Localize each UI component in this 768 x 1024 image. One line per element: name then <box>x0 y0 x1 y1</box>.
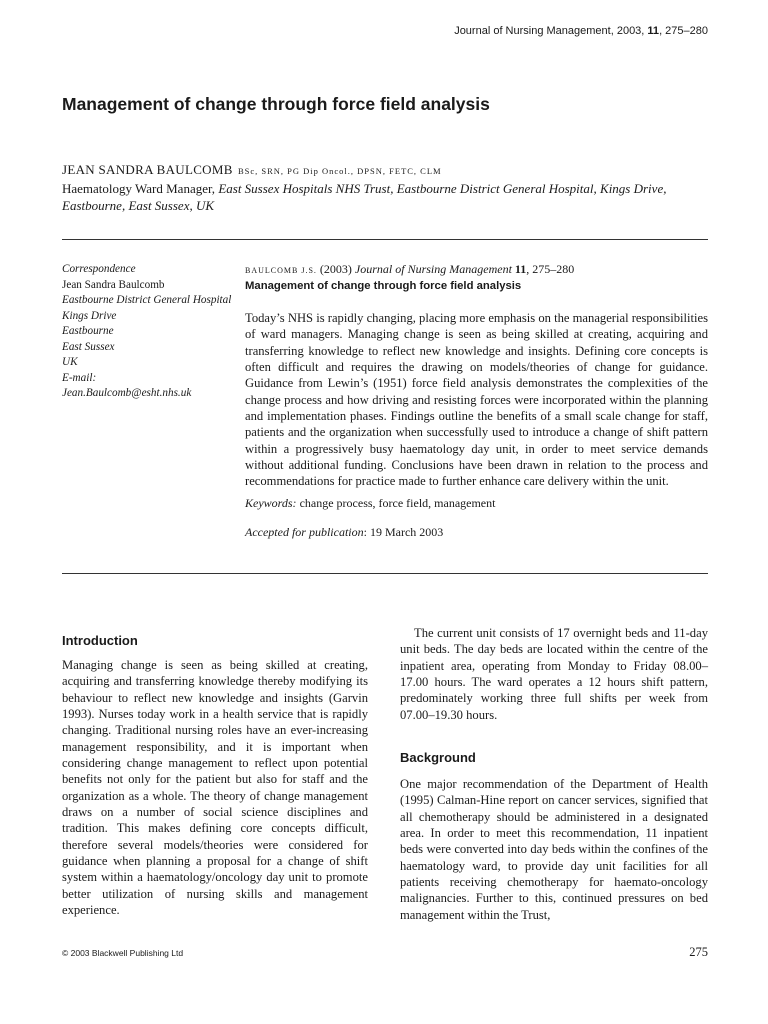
correspondence-label: Correspondence <box>62 263 136 275</box>
journal-ref-prefix: Journal of Nursing Management, 2003, <box>454 25 648 37</box>
journal-reference <box>454 25 708 37</box>
author-qualifications: BSc, SRN, PG Dip Oncol., DPSN, FETC, CLM <box>237 166 442 176</box>
correspondence-country: UK <box>62 356 78 368</box>
top-divider <box>62 239 708 240</box>
accepted-line <box>245 525 708 540</box>
correspondence-street: Kings Drive <box>62 309 117 322</box>
accepted-date: : 19 March 2003 <box>363 524 444 539</box>
correspondence-hospital: Eastbourne District General Hospital <box>62 294 232 306</box>
abstract-text: Today’s NHS is rapidly changing, placing more emphasis on the managerial responsibilities of ward managers. Managing change is seen as being skilled at creating, acquiring and transferring knowledge to reflect new knowledge and insights. Defining core concepts is often difficult and requires the drawing on models/theories of change for guidance. Guidance from Lewin’s (1951) force field analysis demonstrates the complexities of the change process and how driving and resisting forces were incorporated within the planning and implementation phases. Findings outline the benefits of a small scale change for staff, patients and the organization when successfully used to introduce a change of shift pattern within a progressively busy haematology day unit, in order to meet service demands without additional funding. Conclusions have been drawn in relation to the process and recommendations for practice made to further enhance care delivery within the unit. <box>245 311 708 489</box>
keywords-label: Keywords: <box>245 495 297 510</box>
citation-journal: Journal of Nursing Management <box>354 262 512 276</box>
correspondence-email-label: E-mail: <box>62 371 97 384</box>
copyright-notice: © 2003 Blackwell Publishing Ltd <box>62 948 184 958</box>
citation-author: BAULCOMB J.S. <box>245 266 317 275</box>
citation-year: (2003) <box>316 262 355 276</box>
citation-line <box>245 262 708 278</box>
background-heading: Background <box>400 750 476 765</box>
abstract-divider <box>62 573 708 574</box>
journal-pages: , 275–280 <box>659 25 708 37</box>
abstract-block <box>245 262 708 540</box>
keywords-line <box>245 496 708 511</box>
affiliation-institution: East Sussex Hospitals NHS Trust, Eastbourne District General Hospital, Kings Drive, Eastbourne, East Sussex, UK <box>62 181 667 213</box>
journal-volume: 11 <box>647 25 660 37</box>
correspondence-county: East Sussex <box>62 340 115 353</box>
author-affiliation <box>62 181 714 214</box>
correspondence-town: Eastbourne <box>62 325 114 337</box>
introduction-heading: Introduction <box>62 633 138 648</box>
correspondence-block <box>62 262 242 402</box>
affiliation-role: Haematology Ward Manager, <box>62 181 219 196</box>
accepted-label: Accepted for publication <box>245 524 364 539</box>
author-line <box>62 162 442 178</box>
article-title: Management of change through force field analysis <box>62 94 490 114</box>
unit-description-paragraph: The current unit consists of 17 overnight beds and 11-day unit beds. The day beds are located within the centre of the inpatient area, operating from Monday to Friday 08.00–17.00 hours. The ward operates a 12 hours shift pattern, predominately working three full shifts per week from 07.00–19.30 hours. <box>400 626 708 722</box>
keywords-text: change process, force field, management <box>296 495 496 510</box>
citation-volume: 11 <box>511 262 527 276</box>
page-number: 275 <box>689 945 708 959</box>
introduction-text: Managing change is seen as being skilled at creating, acquiring and transferring knowledge thereby modifying its behaviour to reflect new knowledge and insights (Garvin 1993). Nurses today work in a health service that is rapidly changing. Traditional nursing roles have an ever-increasing management responsibility, and it is important when considering change management to reflect upon potential benefits not only for the patient but also for staff and the organization as a whole. The theory of change management draws on a number of social science disciplines and tradition. This makes defining core concepts difficult, therefore several models/theories were considered for guidance when planning a proposal for a change of shift system within a haematology/oncology day unit to promote better utilization of nursing skills and management experience. <box>62 658 368 918</box>
citation-pages: , 275–280 <box>526 262 575 276</box>
background-text: One major recommendation of the Department of Health (1995) Calman-Hine report on cancer services, signified that all chemotherapy should be administered in a designated area. In order to meet this recommendation, 11 inpatient beds were converted into day beds within the confines of the haematology ward, to provide day unit facilities for all patients receiving chemotherapy for haemato-oncology malignancies. Further to this, continued pressures on bed management within the Trust, <box>400 777 708 922</box>
correspondence-email: Jean.Baulcomb@esht.nhs.uk <box>62 387 192 399</box>
author-name: JEAN SANDRA BAULCOMB <box>62 162 233 177</box>
citation-title: Management of change through force field analysis <box>245 280 522 292</box>
correspondence-name: Jean Sandra Baulcomb <box>62 278 165 291</box>
